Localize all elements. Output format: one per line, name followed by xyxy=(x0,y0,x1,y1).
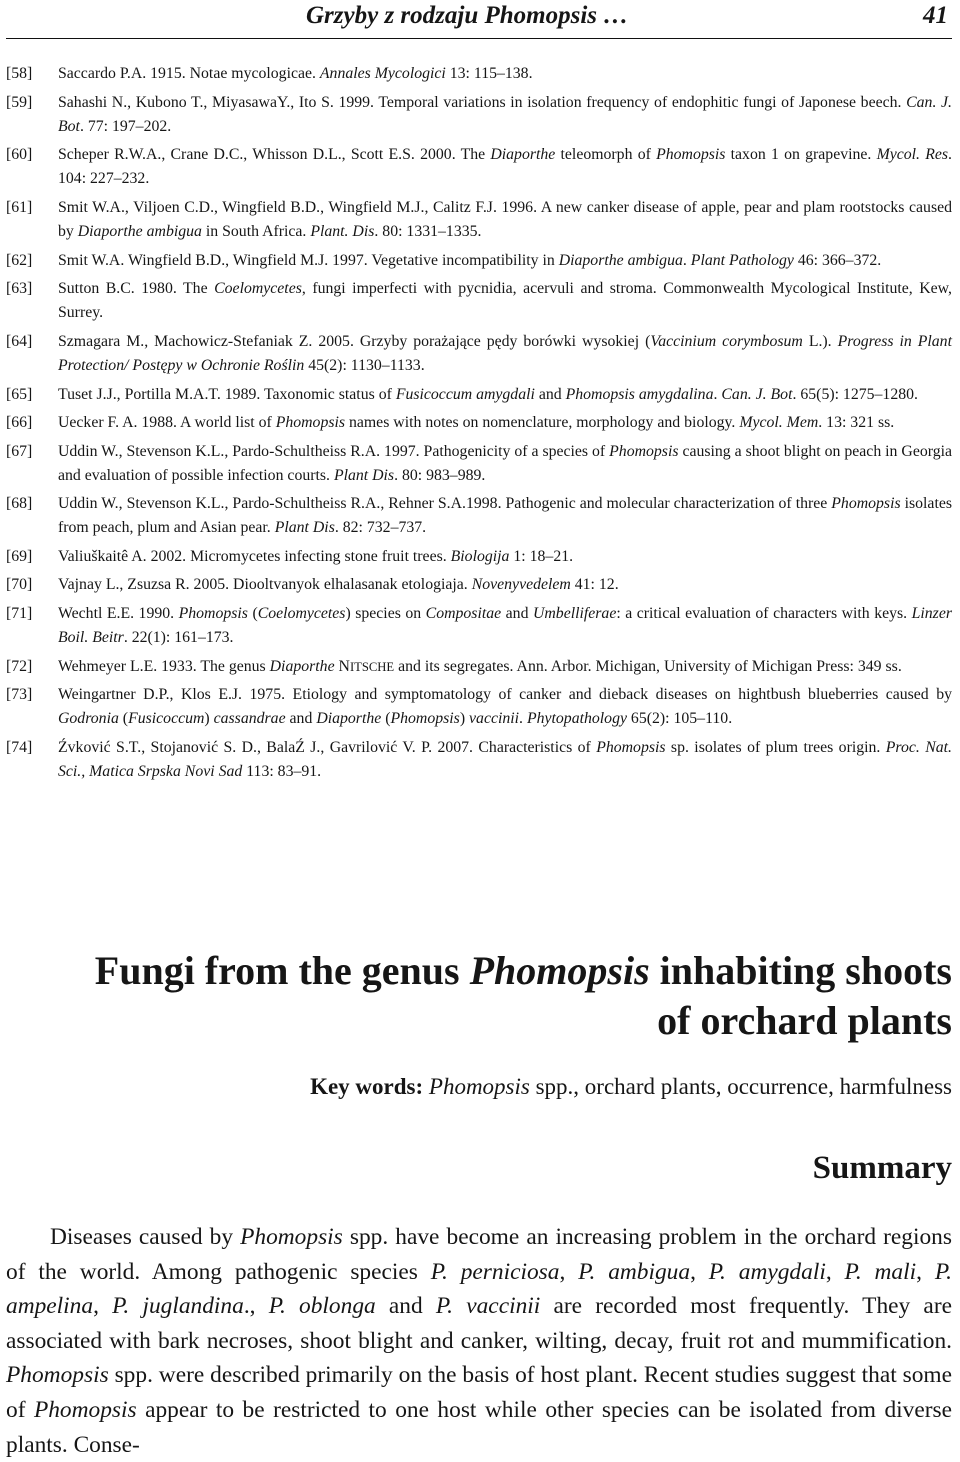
reference-number: [65] xyxy=(6,385,33,403)
page-number: 41 xyxy=(923,2,948,29)
keywords-line xyxy=(310,1074,952,1100)
reference-text: Uecker F. A. 1988. A world list of Phomopsis names with notes on nomenclature, morphology and biology. Mycol. Mem. 13: 321 ss. xyxy=(58,414,895,432)
reference-text: Wehmeyer L.E. 1933. The genus Diaporthe NITSCHE and its segregates. Ann. Arbor. Michigan, University of Michigan Press: 349 ss. xyxy=(58,657,902,675)
reference-item xyxy=(6,249,952,273)
reference-text: Źvković S.T., Stojanović S. D., BalaŹ J., Gavrilović V. P. 2007. Characteristics of Phomopsis sp. isolates of plum trees origin. Proc. Nat. Sci., Matica Srpska Novi Sad 113: 83–91. xyxy=(58,738,952,781)
reference-item xyxy=(6,683,952,731)
reference-item xyxy=(6,655,952,679)
reference-number: [62] xyxy=(6,251,33,269)
summary-paragraph: Diseases caused by Phomopsis spp. have become an increasing problem in the orchard regions of the world. Among pathogenic species P. perniciosa, P. ambigua, P. amygdali, P. mali, P. ampelina, P. juglandina., P. oblonga and P. vaccinii are recorded most frequently. They are associated with bark necroses, shoot blight and canker, wilting, decay, fruit rot and mummification. Phomopsis spp. were described primarily on the basis of host plant. Recent studies suggest that some of Phomopsis appear to be restricted to one host while other species can be isolated from diverse plants. Conse- xyxy=(6,1224,952,1458)
reference-text: Sahashi N., Kubono T., MiyasawaY., Ito S. 1999. Temporal variations in isolation frequency of endophitic fungi of Japonese beech. Can. J. Bot. 77: 197–202. xyxy=(58,93,953,135)
reference-item xyxy=(6,91,952,139)
reference-item xyxy=(6,330,952,378)
running-title: Grzyby z rodzaju Phomopsis … xyxy=(306,2,629,29)
reference-text: Uddin W., Stevenson K.L., Pardo-Schultheiss R.A., Rehner S.A.1998. Pathogenic and molecular characterization of three Phomopsis isolates from peach, plum and Asian pear. Plant Dis. 82: 732–737. xyxy=(58,495,952,537)
reference-number: [72] xyxy=(6,657,33,675)
reference-number: [68] xyxy=(6,495,33,513)
reference-text: Smit W.A., Viljoen C.D., Wingfield B.D., Wingfield M.J., Calitz F.J. 1996. A new canker disease of apple, pear and plam rootstocks caused by Diaporthe ambigua in South Africa. Plant. Dis. 80: 1331–1335. xyxy=(58,198,952,241)
summary-body xyxy=(6,1220,952,1462)
reference-number: [58] xyxy=(6,65,33,82)
reference-text: Saccardo P.A. 1915. Notae mycologicae. Annales Mycologici 13: 115–138. xyxy=(58,65,533,82)
reference-item xyxy=(6,277,952,325)
reference-number: [63] xyxy=(6,280,33,298)
reference-item xyxy=(6,383,952,407)
reference-number: [70] xyxy=(6,576,33,594)
reference-text: Weingartner D.P., Klos E.J. 1975. Etiology and symptomatology of canker and dieback diseases on hightbush blueberries caused by Godronia (Fusicoccum) cassandrae and Diaporthe (Phomopsis) vaccinii. Phytopathology 65(2): 105–110. xyxy=(58,686,952,728)
reference-item xyxy=(6,602,952,650)
reference-item xyxy=(6,411,952,435)
reference-number: [73] xyxy=(6,686,33,704)
reference-number: [66] xyxy=(6,414,33,432)
summary-heading: Summary xyxy=(812,1150,952,1186)
reference-number: [67] xyxy=(6,442,33,460)
reference-text: Szmagara M., Machowicz-Stefaniak Z. 2005. Grzyby porażające pędy borówki wysokiej (Vaccinium corymbosum L.). Progress in Plant Protection/ Postępy w Ochronie Roślin 45(2): 1130–1133. xyxy=(58,332,952,375)
reference-text: Uddin W., Stevenson K.L., Pardo-Schultheiss R.A. 1997. Pathogenicity of a species of Phomopsis causing a shoot blight on peach in Georgia and evaluation of possible infection courts. Plant Dis. 80: 983–989. xyxy=(58,442,953,484)
reference-text: Scheper R.W.A., Crane D.C., Whisson D.L., Scott E.S. 2000. The Diaporthe teleomorph of Phomopsis taxon 1 on grapevine. Mycol. Res. 104: 227–232. xyxy=(58,146,952,188)
reference-item xyxy=(6,492,952,540)
reference-text: Vajnay L., Zsuzsa R. 2005. Diooltvanyok elhalasanak etologiaja. Novenyvedelem 41: 12. xyxy=(58,576,619,594)
reference-list xyxy=(6,62,952,789)
reference-item xyxy=(6,573,952,597)
reference-text: Wechtl E.E. 1990. Phomopsis (Coelomycetes) species on Compositae and Umbelliferae: a critical evaluation of characters with keys. Linzer Boil. Beitr. 22(1): 161–173. xyxy=(58,604,952,647)
reference-item xyxy=(6,196,952,244)
reference-text: Tuset J.J., Portilla M.A.T. 1989. Taxonomic status of Fusicoccum amygdali and Phomopsis amygdalina. Can. J. Bot. 65(5): 1275–1280. xyxy=(58,385,918,403)
running-header xyxy=(6,0,952,39)
reference-text: Smit W.A. Wingfield B.D., Wingfield M.J. 1997. Vegetative incompatibility in Diaporthe ambigua. Plant Pathology 46: 366–372. xyxy=(58,251,882,269)
reference-item xyxy=(6,62,952,86)
reference-item xyxy=(6,143,952,191)
reference-number: [60] xyxy=(6,146,33,164)
reference-number: [64] xyxy=(6,332,33,350)
reference-text: Valiuškaitê A. 2002. Micromycetes infecting stone fruit trees. Biologija 1: 18–21. xyxy=(58,547,574,565)
reference-item xyxy=(6,440,952,488)
reference-number: [59] xyxy=(6,93,33,111)
reference-text: Sutton B.C. 1980. The Coelomycetes, fungi imperfecti with pycnidia, acervuli and stroma. Commonwealth Mycological Institute, Kew, Surrey. xyxy=(58,280,953,322)
reference-number: [61] xyxy=(6,198,33,216)
keywords-value: Phomopsis spp., orchard plants, occurrence, harmfulness xyxy=(428,1074,952,1099)
reference-item xyxy=(6,545,952,569)
reference-number: [69] xyxy=(6,547,33,565)
article-title: Fungi from the genus Phomopsis inhabiting shoots of orchard plants xyxy=(94,948,952,1043)
reference-item xyxy=(6,736,952,784)
reference-number: [71] xyxy=(6,604,33,622)
reference-number: [74] xyxy=(6,738,33,756)
keywords-label: Key words: xyxy=(310,1074,424,1099)
